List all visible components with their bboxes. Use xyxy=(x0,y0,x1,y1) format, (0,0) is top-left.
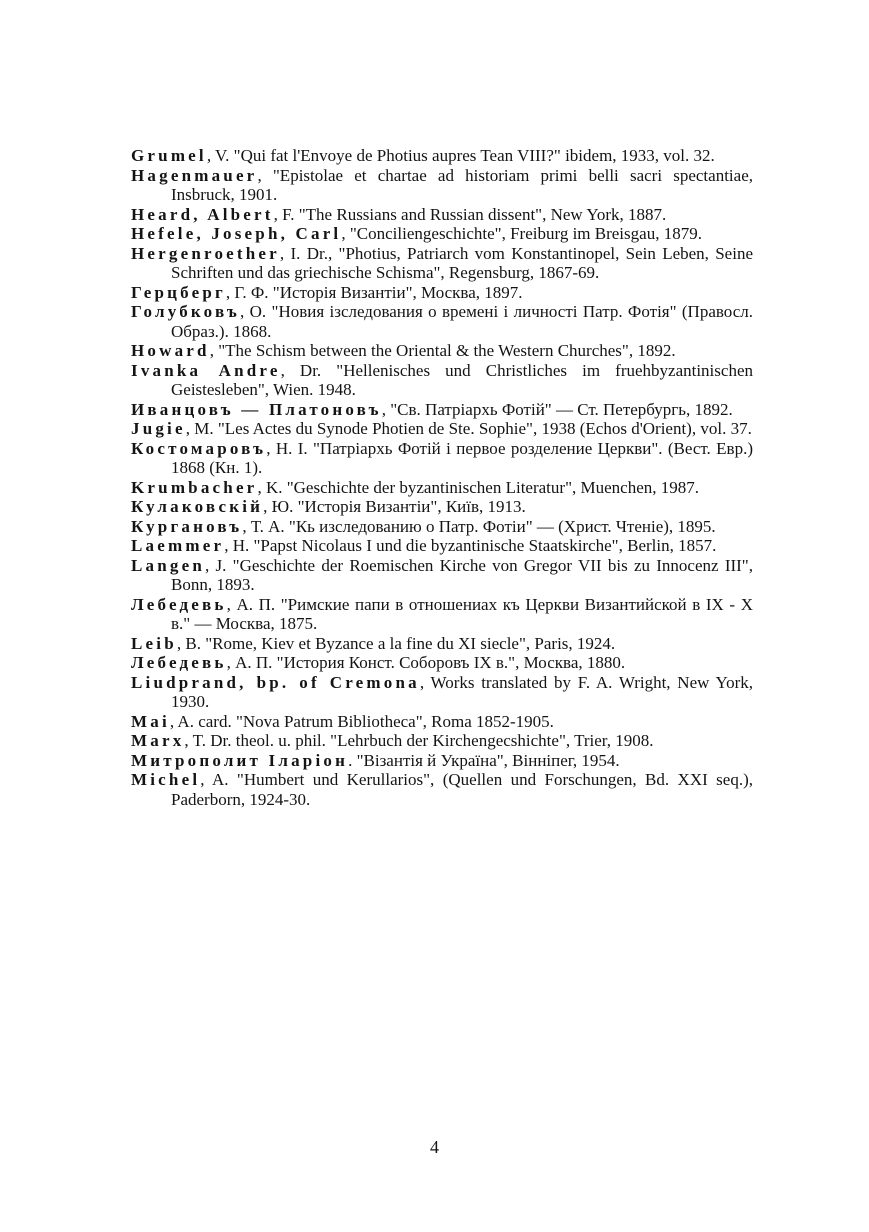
bibliography-entry xyxy=(131,478,753,498)
entry-citation: , Works translated by F. A. Wright, New York, 1930. xyxy=(171,672,753,711)
entry-citation: , Н. І. "Патріархь Фотій і первое розделение Церкви". (Вест. Евр.) 1868 (Кн. 1). xyxy=(171,438,753,477)
bibliography-entry xyxy=(131,497,753,517)
bibliography-entry xyxy=(131,244,753,283)
entry-author: Лебедевь xyxy=(131,594,227,614)
bibliography-list xyxy=(131,146,753,809)
bibliography-entry xyxy=(131,205,753,225)
entry-author: Лебедевь xyxy=(131,653,227,672)
bibliography-entry xyxy=(131,361,753,400)
bibliography-entry xyxy=(131,536,753,556)
entry-author: Marx xyxy=(131,731,185,750)
entry-citation: , A. "Humbert und Kerullarios", (Quellen und Forschungen, Bd. XXI seq.), Paderborn, 1924-30. xyxy=(171,770,753,809)
entry-citation: , Ю. "Исторія Византіи", Київ, 1913. xyxy=(263,497,526,516)
entry-author: Grumel xyxy=(131,146,207,165)
bibliography-entry xyxy=(131,341,753,361)
entry-citation: , Dr. "Hellenisches und Christliches im fruehbyzantinischen Geistesleben", Wien. 1948. xyxy=(171,360,753,399)
bibliography-entry xyxy=(131,673,753,712)
entry-author: Howard xyxy=(131,341,210,360)
entry-author: Langen xyxy=(131,555,205,575)
entry-citation: , A. card. "Nova Patrum Bibliotheca", Roma 1852-1905. xyxy=(169,711,554,731)
entry-citation: , F. "The Russians and Russian dissent", New York, 1887. xyxy=(273,204,667,224)
entry-author: Jugie xyxy=(131,419,186,438)
bibliography-entry xyxy=(131,419,753,439)
entry-author: Heard, Albert xyxy=(131,204,274,224)
entry-citation: , B. "Rome, Kiev et Byzance a la fine du XI siecle", Paris, 1924. xyxy=(176,633,616,653)
bibliography-entry xyxy=(131,751,753,771)
bibliography-entry xyxy=(131,731,753,751)
bibliography-entry xyxy=(131,166,753,205)
entry-citation: , Т. А. "Кь изследованию о Патр. Фотіи" — (Христ. Чтеніе), 1895. xyxy=(242,516,716,536)
entry-author: Ivanka Andre xyxy=(131,360,281,380)
entry-author: Кулаковскій xyxy=(131,497,264,516)
bibliography-entry xyxy=(131,224,753,244)
entry-author: Krumbacher xyxy=(131,477,258,497)
entry-citation: , А. П. "Римские папи в отношениах къ Церкви Византийской в IX - X в." — Москва, 1875. xyxy=(171,594,753,633)
entry-citation: , "The Schism between the Oriental & the Western Churches", 1892. xyxy=(209,341,676,360)
entry-citation: , О. "Новия ізследования о времені і личності Патр. Фотія" (Правосл. Образ.). 1868. xyxy=(171,302,753,341)
bibliography-entry xyxy=(131,770,753,809)
bibliography-entry xyxy=(131,595,753,634)
entry-author: Liudprand, bp. of Cremona xyxy=(131,672,420,692)
entry-citation: , "Epistolae et chartae ad historiam primi belli sacri spectantiae, Insbruck, 1901. xyxy=(171,165,753,204)
bibliography-entry xyxy=(131,556,753,595)
bibliography-entry xyxy=(131,283,753,303)
entry-author: Michel xyxy=(131,770,201,789)
entry-author: Laemmer xyxy=(131,536,225,555)
entry-citation: , J. "Geschichte der Roemischen Kirche von Gregor VII bis zu Innocenz III", Bonn, 1893. xyxy=(171,555,753,594)
entry-citation: , I. Dr., "Photius, Patriarch vom Konstantinopel, Sein Leben, Seine Schriften und das griechische Schisma", Regensburg, 1867-69. xyxy=(171,243,753,282)
bibliography-entry xyxy=(131,653,753,673)
entry-citation: , А. П. "История Конст. Соборовъ IX в.", Москва, 1880. xyxy=(226,653,626,672)
bibliography-entry xyxy=(131,146,753,166)
entry-citation: , "Conciliengeschichte", Freiburg im Breisgau, 1879. xyxy=(341,224,702,243)
entry-author: Герцберг xyxy=(131,282,226,302)
bibliography-entry xyxy=(131,517,753,537)
entry-citation: , K. "Geschichte der byzantinischen Literatur", Muenchen, 1987. xyxy=(257,477,700,497)
entry-citation: , H. "Papst Nicolaus I und die byzantinische Staatskirche", Berlin, 1857. xyxy=(224,536,717,555)
entry-author: Кургановъ xyxy=(131,516,243,536)
bibliography-entry xyxy=(131,302,753,341)
bibliography-entry xyxy=(131,634,753,654)
entry-author: Иванцовъ — Платоновъ xyxy=(131,399,382,419)
entry-citation: . "Візантія й Україна", Вінніпег, 1954. xyxy=(348,750,620,770)
bibliography-entry xyxy=(131,400,753,420)
entry-author: Leib xyxy=(131,633,177,653)
bibliography-entry xyxy=(131,712,753,732)
entry-author: Mai xyxy=(131,711,170,731)
entry-citation: , Г. Ф. "Исторія Византіи", Москва, 1897. xyxy=(225,282,523,302)
entry-citation: , "Св. Патріархь Фотій" — Ст. Петербургь, 1892. xyxy=(381,399,733,419)
entry-citation: , M. "Les Actes du Synode Photien de Ste. Sophie", 1938 (Echos d'Orient), vol. 37. xyxy=(185,419,752,438)
entry-author: Hagenmauer xyxy=(131,165,258,185)
entry-author: Голубковъ xyxy=(131,302,241,321)
entry-citation: , V. "Qui fat l'Envoye de Photius aupres Tean VIII?" ibidem, 1933, vol. 32. xyxy=(206,146,715,165)
bibliography-entry xyxy=(131,439,753,478)
entry-author: Hergenroether xyxy=(131,243,280,263)
entry-author: Костомаровъ xyxy=(131,438,267,458)
entry-citation: , T. Dr. theol. u. phil. "Lehrbuch der Kirchengecshichte", Trier, 1908. xyxy=(184,731,654,750)
entry-author: Митрополит Іларіон xyxy=(131,750,349,770)
page-number: 4 xyxy=(430,1137,439,1157)
entry-author: Hefele, Joseph, Carl xyxy=(131,224,342,243)
